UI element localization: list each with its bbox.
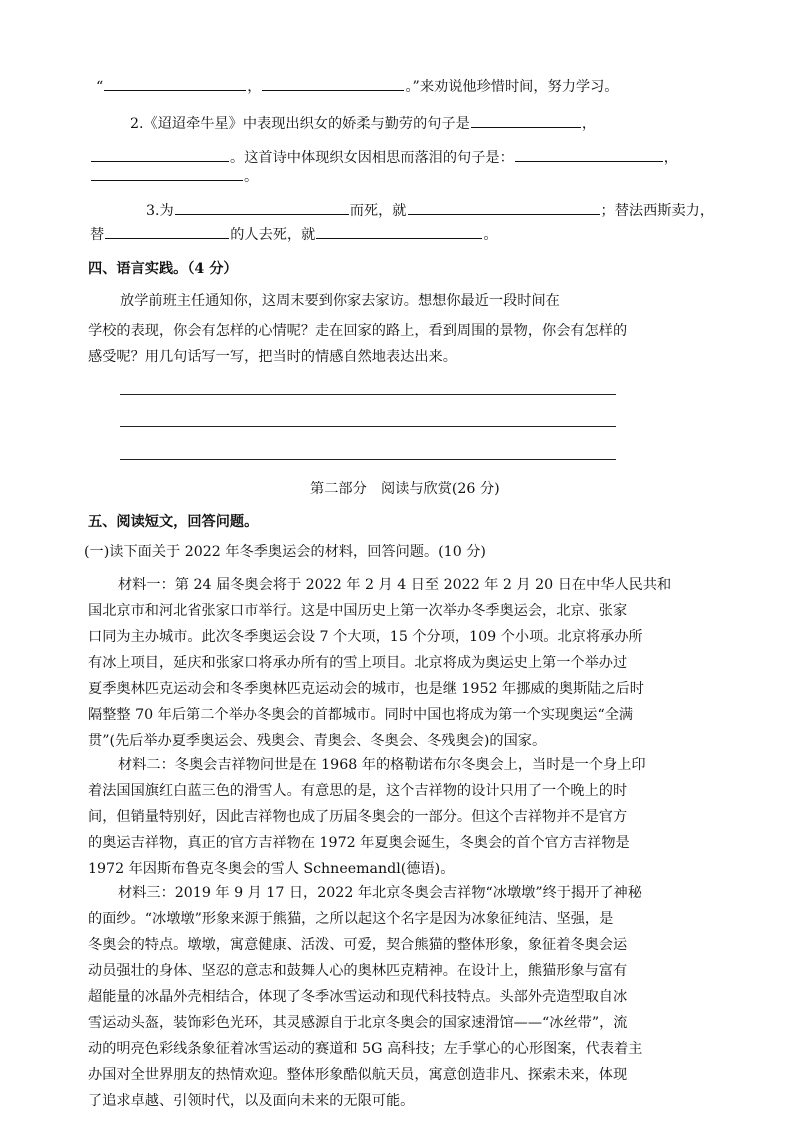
q2-line-1 [130,113,596,133]
material-line: 的面纱。“冰墩墩”形象来源于熊猫，之所以起这个名字是因为冰象征纯洁、坚强，是 [88,911,614,927]
q1-mid-punct: ， [247,79,262,95]
material-line: 动员强壮的身体、坚忍的意志和鼓舞人心的奥林匹克精神。在设计上，熊猫形象与富有 [88,963,628,979]
answer-blank[interactable] [471,126,581,128]
q3-line2-end: 。 [483,227,498,243]
answer-blank[interactable] [91,179,243,181]
q3-mid-1: 而死，就 [349,203,407,219]
section5-heading: 五、阅读短文，回答问题。 [88,514,259,530]
q2-question: 2.《迢迢牵牛星》中表现出织女的娇柔与勤劳的句子是 [130,116,470,132]
material-line: 材料三：2019 年 9 月 17 日，2022 年北京冬奥会吉祥物“冰墩墩”终于揭开了神秘 [118,885,642,901]
answer-blank[interactable] [175,213,349,215]
q2-comma: ， [581,116,597,132]
q3-prefix: 3.为 [146,203,174,219]
q3-line-2 [90,224,498,244]
section4-prompt-line2: 学校的表现，你会有怎样的心情呢？走在回家的路上，看到周围的景物，你会有怎样的 [88,323,628,339]
section4-prompt-line3: 感受呢？用几句话写一写，把当时的情感自然地表达出来。 [88,349,457,365]
q2-end-comma: ， [663,150,678,166]
answer-blank[interactable] [91,160,229,162]
answer-blank[interactable] [104,89,246,91]
material-line: 了追求卓越、引领时代，以及面向未来的无限可能。 [88,1093,415,1109]
material-line: 间，但销量特别好，因此吉祥物也成了历届冬奥会的一部分。但这个吉祥物并不是官方 [88,809,628,825]
q2-question-2: 。这首诗中体现织女因相思而落泪的句子是： [230,150,514,166]
answer-blank[interactable] [316,237,482,239]
material-line: 材料一：第 24 届冬奥会将于 2022 年 2 月 4 日至 2022 年 2 月 20 日在中华人民共和 [118,577,672,593]
material-1 [88,572,710,754]
q3-line2-mid: 的人去死，就 [230,227,316,243]
q3-line-1 [146,200,714,220]
material-line: 办国对全世界朋友的热情欢迎。整体形象酷似航天员，寓意创造非凡、探索未来，体现 [88,1067,628,1083]
q1-tail-line [96,76,618,96]
q1-tail-text: 来劝说他珍惜时间，努力学习。 [419,79,619,95]
writing-line[interactable] [120,394,616,395]
q2-line-3 [90,166,258,186]
material-3 [88,880,710,1114]
material-line: 的奥运吉祥物，真正的官方吉祥物在 1972 年夏奥会诞生，冬奥会的首个官方吉祥物是 [88,835,630,851]
q3-mid-2: ；替法西斯卖力， [600,203,715,219]
material-line: 雪运动头盔，装饰彩色光环，其灵感源自于北京冬奥会的国家速滑馆——“冰丝带”，流 [88,1015,628,1031]
part2-title: 第二部分 阅读与欣赏(26 分) [310,481,500,497]
answer-blank[interactable] [515,160,663,162]
section4-heading: 四、语言实践。（4 分） [88,261,238,277]
q1-open-quote: “ [96,79,104,95]
material-line: 着法国国旗红白蓝三色的滑雪人。有意思的是，这个吉祥物的设计只用了一个晚上的时 [88,783,628,799]
writing-line[interactable] [120,459,616,460]
section4-prompt-line1: 放学前班主任通知你，这周末要到你家去家访。想想你最近一段时间在 [120,293,560,309]
material-line: 贯”(先后举办夏季奥运会、残奥会、青奥会、冬奥会、冬残奥会)的国家。 [88,733,547,749]
material-line: 动的明亮色彩线条象征着冰雪运动的赛道和 5G 高科技；左手掌心的心形图案，代表着主 [88,1041,643,1057]
material-line: 国北京市和河北省张家口市举行。这是中国历史上第一次举办冬季奥运会，北京、张家 [88,603,628,619]
material-line: 超能量的冰晶外壳相结合，体现了冬季冰雪运动和现代科技特点。头部外壳造型取自冰 [88,989,628,1005]
material-line: 1972 年因斯布鲁克冬奥会的雪人 Schneemandl(德语)。 [88,861,455,877]
q2-end-period: 。 [244,169,259,185]
material-line: 材料二：冬奥会吉祥物问世是在 1968 年的格勒诺布尔冬奥会上，当时是一个身上印 [118,757,646,773]
writing-line[interactable] [120,426,616,427]
material-line: 夏季奥林匹克运动会和冬季奥林匹克运动会的城市，也是继 1952 年挪威的奥斯陆之后时 [88,681,644,697]
material-line: 冬奥会的特点。墩墩，寓意健康、活泼、可爱，契合熊猫的整体形象，象征着冬奥会运 [88,937,628,953]
material-2 [88,752,710,882]
answer-blank[interactable] [105,237,229,239]
material-line: 隔整整 70 年后第二个举办冬奥会的首都城市。同时中国也将成为第一个实现奥运“全满 [88,707,634,723]
q3-line2-prefix: 替 [90,227,105,243]
q1-close-punct: 。” [405,79,420,95]
material-line: 口同为主办城市。此次冬季奥运会设 7 个大项，15 个分项，109 个小项。北京将承办所 [88,629,643,645]
material-line: 有冰上项目，延庆和张家口将承办所有的雪上项目。北京将成为奥运史上第一个举办过 [88,655,628,671]
q2-line-2 [90,147,678,167]
answer-blank[interactable] [262,89,404,91]
section5-subheading: (一)读下面关于 2022 年冬季奥运会的材料，回答问题。(10 分) [84,544,486,560]
answer-blank[interactable] [408,213,600,215]
